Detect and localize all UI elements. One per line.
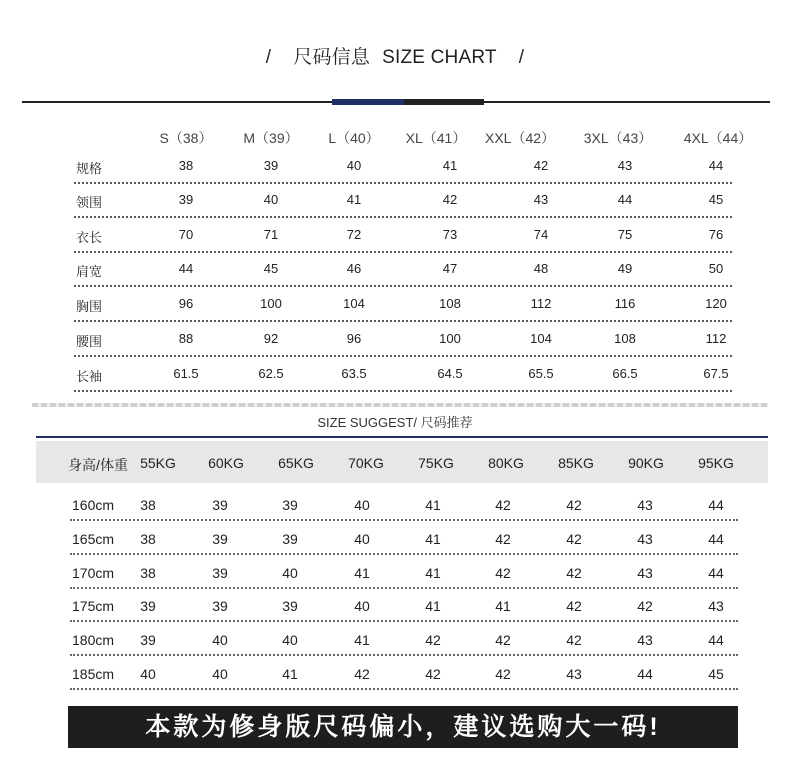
size-chart-cell: 104: [343, 296, 365, 311]
measurement-label: 肩宽: [76, 264, 103, 279]
size-suggest-cell: 42: [566, 531, 582, 547]
size-chart-cell: 48: [533, 261, 549, 276]
size-chart-cell: 104: [530, 331, 552, 346]
size-suggest-cell: 40: [140, 666, 156, 682]
size-chart-cell: 71: [263, 227, 279, 242]
size-suggest-cell: 43: [637, 632, 653, 648]
size-chart-cell: 75: [617, 227, 633, 242]
size-suggest-cell: 40: [354, 497, 370, 513]
size-suggest-cell: 43: [637, 531, 653, 547]
title-accent-bar: [332, 99, 484, 105]
page-title: [0, 42, 790, 69]
size-suggest-cell: 44: [708, 497, 724, 513]
row-divider: [70, 620, 738, 622]
measurement-label: 衣长: [76, 230, 103, 245]
size-chart-cell: 96: [178, 296, 194, 311]
size-chart-cell: 100: [260, 296, 282, 311]
size-chart-row: [0, 227, 790, 261]
corner-label: 身高/体重: [68, 457, 128, 473]
size-chart-cell: 43: [533, 192, 549, 207]
row-divider: [70, 587, 738, 589]
size-suggest-cell: 38: [140, 497, 156, 513]
size-suggest-cell: 42: [495, 565, 511, 581]
size-chart-cell: 44: [178, 261, 194, 276]
size-suggest-cell: 44: [708, 565, 724, 581]
size-suggest-cell: 40: [282, 632, 298, 648]
weight-column-header: 85KG: [558, 455, 594, 471]
size-chart-cell: 38: [178, 158, 194, 173]
size-suggest-cell: 42: [566, 565, 582, 581]
weight-column-header: 80KG: [488, 455, 524, 471]
size-suggest-cell: 43: [708, 598, 724, 614]
size-column-header: XXL（42）: [484, 130, 556, 146]
weight-column-header: 70KG: [348, 455, 384, 471]
size-suggest-cell: 39: [282, 531, 298, 547]
row-divider: [74, 320, 732, 322]
size-chart-cell: 39: [178, 192, 194, 207]
size-chart-cell: 96: [346, 331, 362, 346]
size-chart-cell: 49: [617, 261, 633, 276]
size-chart-cell: 116: [614, 296, 636, 311]
size-chart-cell: 67.5: [703, 366, 729, 381]
size-chart-cell: 46: [346, 261, 362, 276]
size-suggest-row: [0, 565, 790, 599]
size-column-header: 3XL（43）: [583, 130, 653, 146]
size-suggest-cell: 39: [212, 497, 228, 513]
size-chart-cell: 61.5: [173, 366, 199, 381]
size-chart-cell: 40: [346, 158, 362, 173]
size-suggest-header: [36, 441, 768, 483]
size-suggest-cell: 42: [566, 632, 582, 648]
size-suggest-cell: 39: [282, 598, 298, 614]
size-chart-cell: 44: [617, 192, 633, 207]
fit-notice-banner: 本款为修身版尺码偏小，建议选购大一码!: [68, 706, 738, 748]
size-suggest-cell: 41: [282, 666, 298, 682]
size-suggest-cell: 43: [637, 565, 653, 581]
size-suggest-cell: 42: [495, 632, 511, 648]
size-chart-cell: 42: [533, 158, 549, 173]
size-suggest-cell: 40: [354, 531, 370, 547]
size-suggest-cell: 39: [212, 565, 228, 581]
size-suggest-cell: 42: [566, 598, 582, 614]
size-suggest-cell: 40: [354, 598, 370, 614]
size-column-header: XL（41）: [405, 130, 467, 146]
size-chart-cell: 92: [263, 331, 279, 346]
size-suggest-cell: 41: [425, 497, 441, 513]
row-divider: [70, 654, 738, 656]
height-label: 175cm: [72, 598, 115, 614]
suggest-table-top-line: [36, 436, 768, 438]
size-chart-cell: 73: [442, 227, 458, 242]
title-cn: 尺码信息: [293, 47, 371, 68]
size-chart-cell: 112: [705, 331, 727, 346]
size-suggest-cell: 41: [354, 632, 370, 648]
size-chart-cell: 50: [708, 261, 724, 276]
size-suggest-cell: 41: [425, 531, 441, 547]
size-chart-row: [0, 296, 790, 330]
size-chart-cell: 40: [263, 192, 279, 207]
size-chart-cell: 41: [346, 192, 362, 207]
size-suggest-title: SIZE SUGGEST/ 尺码推荐: [317, 415, 473, 430]
size-suggest-cell: 41: [354, 565, 370, 581]
size-chart-cell: 70: [178, 227, 194, 242]
row-divider: [70, 519, 738, 521]
row-divider: [70, 688, 738, 690]
height-label: 170cm: [72, 565, 115, 581]
size-column-header: L（40）: [328, 130, 380, 146]
size-chart-row: [0, 158, 790, 192]
size-chart-row: [0, 192, 790, 226]
measurement-label: 领围: [76, 195, 103, 210]
height-label: 185cm: [72, 666, 115, 682]
size-chart-row: [0, 366, 790, 400]
height-label: 165cm: [72, 531, 115, 547]
size-chart-row: [0, 261, 790, 295]
size-suggest-cell: 40: [212, 666, 228, 682]
size-suggest-cell: 39: [140, 598, 156, 614]
size-column-header: M（39）: [243, 130, 299, 146]
size-chart-cell: 66.5: [612, 366, 638, 381]
size-suggest-cell: 42: [354, 666, 370, 682]
size-chart-cell: 65.5: [528, 366, 554, 381]
size-chart-cell: 100: [439, 331, 461, 346]
title-en: SIZE CHART: [382, 47, 497, 68]
size-suggest-cell: 42: [566, 497, 582, 513]
title-slash-right: /: [518, 47, 525, 68]
size-suggest-row: [0, 531, 790, 565]
size-suggest-cell: 43: [566, 666, 582, 682]
size-chart-cell: 108: [614, 331, 636, 346]
measurement-label: 规格: [76, 161, 103, 176]
size-chart-cell: 108: [439, 296, 461, 311]
height-label: 180cm: [72, 632, 115, 648]
row-divider: [74, 355, 732, 357]
size-suggest-cell: 42: [495, 497, 511, 513]
size-chart-row: [0, 331, 790, 365]
size-chart-cell: 42: [442, 192, 458, 207]
size-chart-cell: 62.5: [258, 366, 284, 381]
title-slash-left: /: [265, 47, 272, 68]
size-suggest-cell: 42: [495, 531, 511, 547]
size-suggest-cell: 40: [212, 632, 228, 648]
size-suggest-row: [0, 598, 790, 632]
size-chart-cell: 88: [178, 331, 194, 346]
row-divider: [74, 251, 732, 253]
weight-column-header: 90KG: [628, 455, 664, 471]
size-chart-cell: 120: [705, 296, 727, 311]
size-chart-cell: 112: [530, 296, 552, 311]
size-chart-cell: 76: [708, 227, 724, 242]
size-chart-cell: 45: [708, 192, 724, 207]
row-divider: [74, 216, 732, 218]
size-column-header: 4XL（44）: [683, 130, 753, 146]
size-chart-cell: 72: [346, 227, 362, 242]
size-chart-cell: 41: [442, 158, 458, 173]
weight-column-header: 65KG: [278, 455, 314, 471]
measurement-label: 长袖: [76, 369, 103, 384]
size-chart-cell: 63.5: [341, 366, 367, 381]
measurement-label: 腰围: [76, 334, 103, 349]
size-suggest-cell: 41: [425, 565, 441, 581]
size-chart-cell: 64.5: [437, 366, 463, 381]
size-suggest-cell: 44: [637, 666, 653, 682]
size-chart-cell: 47: [442, 261, 458, 276]
weight-column-header: 55KG: [140, 455, 176, 471]
size-suggest-row: [0, 497, 790, 531]
size-suggest-cell: 39: [282, 497, 298, 513]
size-suggest-cell: 39: [140, 632, 156, 648]
weight-column-header: 75KG: [418, 455, 454, 471]
size-chart-cell: 44: [708, 158, 724, 173]
size-suggest-cell: 38: [140, 531, 156, 547]
size-suggest-cell: 38: [140, 565, 156, 581]
size-chart-cell: 45: [263, 261, 279, 276]
height-label: 160cm: [72, 497, 115, 513]
size-suggest-cell: 42: [425, 632, 441, 648]
measurement-label: 胸围: [76, 299, 103, 314]
size-suggest-cell: 41: [495, 598, 511, 614]
row-divider: [74, 182, 732, 184]
size-suggest-cell: 44: [708, 531, 724, 547]
size-suggest-row: [0, 666, 790, 700]
row-divider: [74, 390, 732, 392]
size-suggest-cell: 39: [212, 598, 228, 614]
size-suggest-cell: 42: [425, 666, 441, 682]
weight-column-header: 95KG: [698, 455, 734, 471]
size-suggest-cell: 45: [708, 666, 724, 682]
size-suggest-cell: 42: [495, 666, 511, 682]
size-chart-cell: 39: [263, 158, 279, 173]
size-column-header: S（38）: [159, 130, 213, 146]
row-divider: [70, 553, 738, 555]
size-chart-header: [0, 128, 790, 148]
size-suggest-row: [0, 632, 790, 666]
size-suggest-cell: 42: [637, 598, 653, 614]
size-suggest-cell: 44: [708, 632, 724, 648]
row-divider: [74, 285, 732, 287]
section-separator: [32, 403, 768, 407]
size-chart-cell: 74: [533, 227, 549, 242]
weight-column-header: 60KG: [208, 455, 244, 471]
size-suggest-cell: 40: [282, 565, 298, 581]
size-suggest-cell: 43: [637, 497, 653, 513]
size-suggest-cell: 39: [212, 531, 228, 547]
size-chart-cell: 43: [617, 158, 633, 173]
size-suggest-cell: 41: [425, 598, 441, 614]
